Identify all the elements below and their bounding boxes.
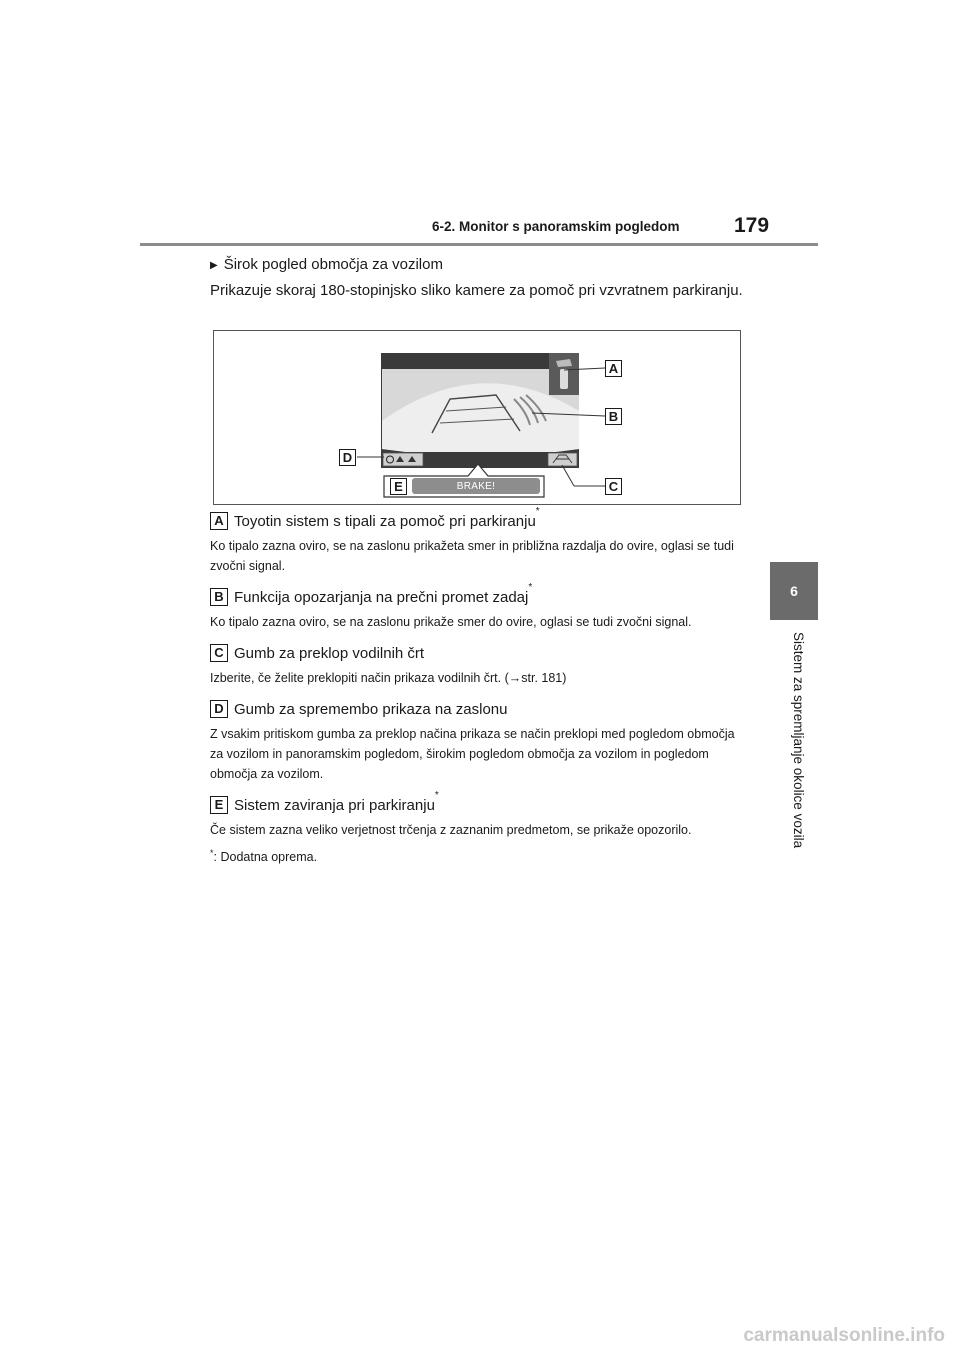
- callout-b: B: [605, 408, 622, 425]
- callout-a: A: [605, 360, 622, 377]
- chapter-tab[interactable]: 6: [770, 562, 818, 620]
- item-title: Gumb za spremembo prikaza na zaslonu: [234, 701, 508, 718]
- display-mode-button[interactable]: [383, 453, 423, 466]
- brake-warning-label: BRAKE!: [412, 478, 540, 494]
- page-number: 179: [734, 214, 770, 237]
- item-description: Izberite, če želite preklopiti način prikaza vodilnih črt. (→str. 181): [210, 671, 567, 685]
- intro-text: Prikazuje skoraj 180-stopinjsko sliko kamere za pomoč pri vzvratnem parkiranju.: [210, 282, 743, 299]
- item-description: Ko tipalo zazna oviro, se na zaslonu prikažeta smer in približna razdalja do ovire, oglasi se tudi zvočni signal.: [210, 539, 734, 573]
- footnote-text: : Dodatna oprema.: [213, 850, 318, 864]
- item-title: Funkcija opozarjanja na prečni promet zadaj: [234, 589, 529, 606]
- triangle-bullet-icon: ▶: [210, 260, 218, 271]
- letter-box: A: [210, 512, 228, 530]
- item-title: Toyotin sistem s tipali za pomoč pri parkiranju: [234, 513, 536, 530]
- letter-box: B: [210, 588, 228, 606]
- header-title: 6-2. Monitor s panoramskim pogledom: [432, 219, 680, 234]
- leader-c-1: [562, 465, 574, 486]
- legend-item-d: [210, 700, 750, 784]
- intro-section: [210, 254, 750, 302]
- letter-box: E: [210, 796, 228, 814]
- footnote-star: *: [210, 848, 214, 858]
- item-description: Če sistem zazna veliko verjetnost trčenja z zaznanim predmetom, se prikaže opozorilo.: [210, 823, 692, 837]
- callout-c: C: [605, 478, 622, 495]
- item-title: Sistem zaviranja pri parkiranju: [234, 797, 435, 814]
- footnote: [210, 848, 750, 866]
- item-description: Z vsakim pritiskom gumba za preklop načina prikaza se način preklopi med pogledom območja za vozilom in panoramskim pogledom, širokim pogledom območja za vozilom in pogledom območja za vozilom.: [210, 727, 735, 781]
- chapter-title-vertical: Sistem za spremljanje okolice vozila: [791, 632, 806, 849]
- legend-item-b: B Funkcija opozarjanja na prečni promet zadaj * Ko tipalo zazna oviro, se na zaslonu prikaže smer do ovire, oglasi se tudi zvočni signal.: [210, 588, 750, 632]
- intro-bullet: [210, 254, 750, 277]
- car-top-icon: [560, 369, 568, 389]
- legend-item-e: E Sistem zaviranja pri parkiranju * Če sistem zazna veliko verjetnost trčenja z zaznanim predmetom, se prikaže opozorilo.: [210, 796, 750, 840]
- intro-bullet-text: Širok pogled območja za vozilom: [223, 256, 443, 273]
- camera-display-figure: [213, 330, 741, 505]
- item-description: Ko tipalo zazna oviro, se na zaslonu prikaže smer do ovire, oglasi se tudi zvočni signal.: [210, 615, 692, 629]
- legend-items: [210, 506, 750, 866]
- letter-box: C: [210, 644, 228, 662]
- letter-box: D: [210, 700, 228, 718]
- header-rule: [140, 243, 818, 246]
- legend-item-c: [210, 644, 750, 688]
- callout-e: E: [390, 478, 407, 495]
- item-title: Gumb za preklop vodilnih črt: [234, 645, 425, 662]
- callout-d: D: [339, 449, 356, 466]
- watermark: carmanualsonline.info: [743, 1325, 945, 1346]
- legend-item-a: A Toyotin sistem s tipali za pomoč pri parkiranju * Ko tipalo zazna oviro, se na zaslonu prikažeta smer in približna razdalja do ovire, oglasi se tudi zvočni signal.: [210, 512, 750, 576]
